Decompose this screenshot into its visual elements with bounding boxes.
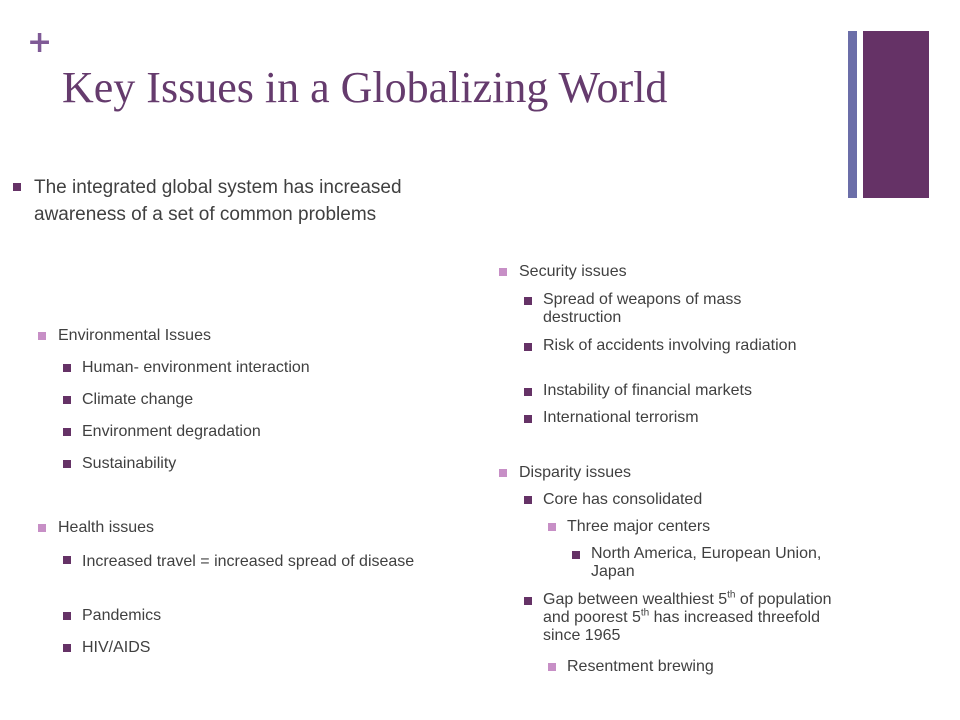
- env-item-degradation: Environment degradation: [82, 423, 261, 440]
- intro-bullet: The integrated global system has increased awareness of a set of common problems: [34, 174, 414, 228]
- gap-sup2: th: [640, 607, 650, 619]
- disparity-item-resentment: Resentment brewing: [567, 658, 714, 675]
- slide-title: Key Issues in a Globalizing World: [62, 63, 668, 112]
- health-item-travel: Increased travel = increased spread of disease: [82, 550, 422, 573]
- gap-text-part1: Gap between wealthiest 5: [543, 591, 728, 608]
- disparity-item-centers: Three major centers: [567, 518, 711, 535]
- health-item-pandemics: Pandemics: [82, 607, 162, 624]
- env-item-interaction: Human- environment interaction: [82, 359, 310, 376]
- gap-text-part2: of population and poorest 5: [543, 591, 832, 626]
- health-heading: Health issues: [58, 519, 155, 536]
- disparity-item-core: Core has consolidated: [543, 491, 703, 508]
- environmental-heading: Environmental Issues: [58, 327, 211, 344]
- env-item-sustainability: Sustainability: [82, 455, 177, 472]
- security-item-financial: Instability of financial markets: [543, 382, 752, 399]
- plus-icon: +: [27, 25, 53, 60]
- env-item-climate: Climate change: [82, 391, 194, 408]
- disparity-item-regions: North America, European Union, Japan: [591, 545, 841, 581]
- gap-text-part3: has increased threefold since 1965: [543, 609, 820, 644]
- health-item-hiv: HIV/AIDS: [82, 639, 151, 656]
- security-heading: Security issues: [519, 263, 627, 280]
- security-item-terrorism: International terrorism: [543, 409, 699, 426]
- accent-bar-thin: [848, 31, 857, 198]
- accent-bar-thick: [863, 31, 929, 198]
- disparity-heading: Disparity issues: [519, 464, 632, 481]
- security-item-weapons: Spread of weapons of mass destruction: [543, 291, 813, 327]
- security-item-radiation: Risk of accidents involving radiation: [543, 337, 813, 355]
- gap-sup1: th: [727, 589, 736, 601]
- disparity-item-gap: [543, 591, 833, 645]
